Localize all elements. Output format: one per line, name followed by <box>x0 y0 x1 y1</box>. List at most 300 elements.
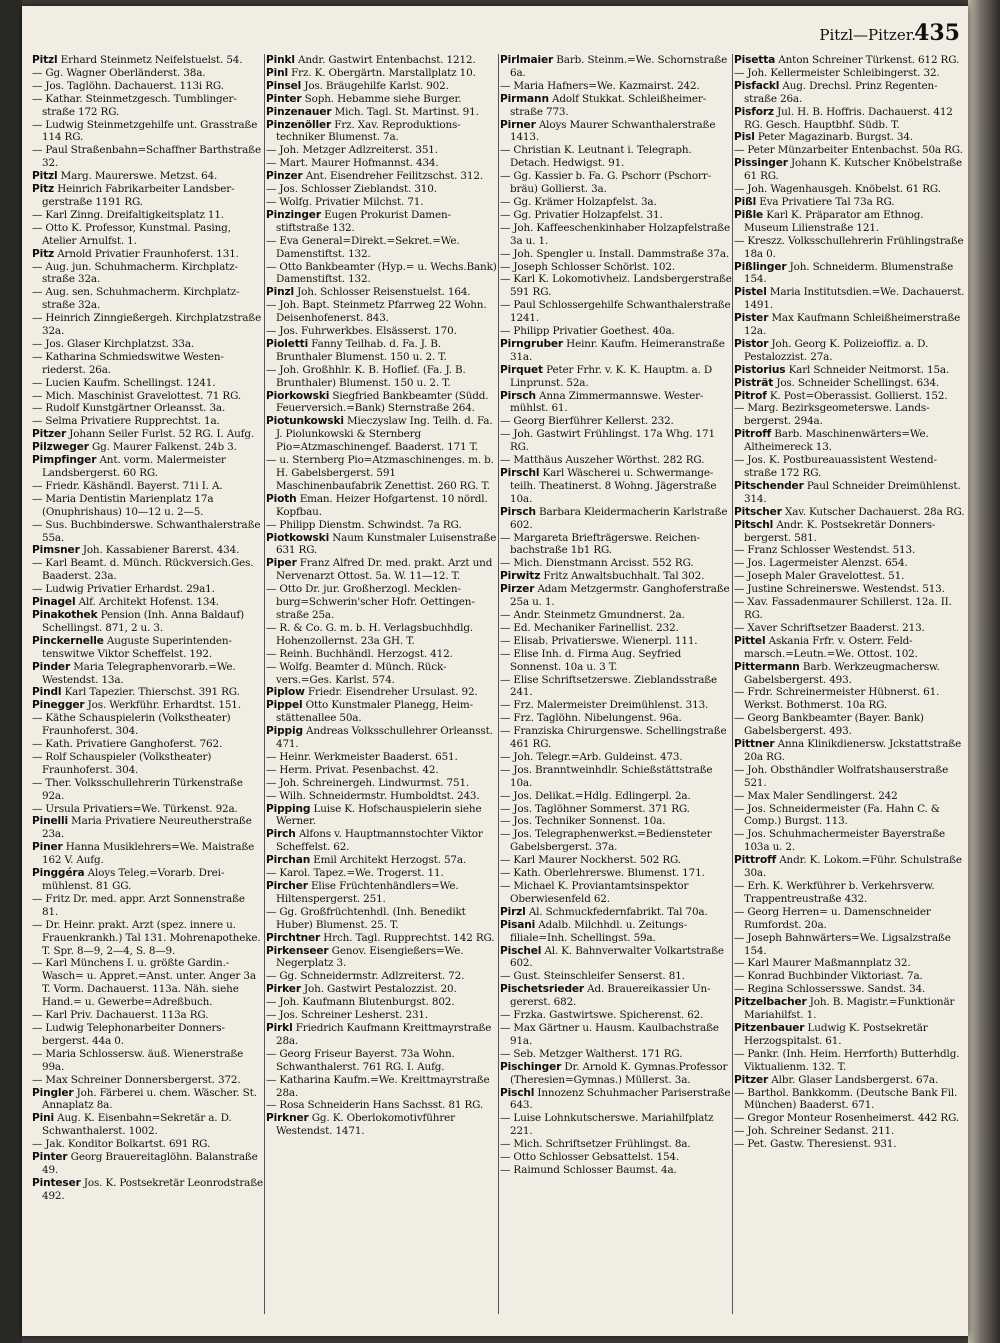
directory-entry <box>734 557 966 570</box>
entry-text: — Karl Priv. Dachauerst. 113a RG. <box>32 1009 209 1022</box>
directory-entry <box>500 803 732 816</box>
entry-surname: Pinsel <box>266 79 302 92</box>
directory-entry <box>32 557 264 583</box>
directory-entry <box>32 390 264 403</box>
directory-entry <box>500 428 732 454</box>
entry-text: Arnold Privatier Fraunhoferst. 131. <box>57 247 239 260</box>
directory-entry <box>500 983 732 1009</box>
entry-text: Fanny Teilhab. d. Fa. J. B. Brunthaler Blumenst. 150 u. 2. T. <box>276 337 447 363</box>
entry-text: — R. & Co. G. m. b. H. Verlagsbuchhdlg. Hohenzollernst. 23a GH. T. <box>266 621 474 647</box>
entry-text: Otto Kunstmaler Planegg, Heimstättenallee 50a. <box>276 699 474 725</box>
directory-entry <box>32 1151 264 1177</box>
directory-entry <box>500 222 732 248</box>
column-rule <box>264 54 265 1314</box>
entry-text: — Otto K. Professor, Kunstmal. Pasing, Atelier Arnulfst. 1. <box>32 221 231 247</box>
entry-surname: Pirsch <box>500 505 536 518</box>
entry-text: Peter Frhr. v. K. K. Hauptm. a. D Linprunst. 52a. <box>510 363 713 389</box>
entry-text: Hrch. Tagl. Rupprechtst. 142 RG. <box>323 931 495 944</box>
directory-entry <box>500 1164 732 1177</box>
directory-entry <box>500 906 732 919</box>
directory-entry <box>500 622 732 635</box>
entry-surname: Pischl <box>500 1086 535 1099</box>
entry-text: — Regina Schlossersswe. Sandst. 34. <box>734 983 926 996</box>
directory-entry <box>32 803 264 816</box>
column-rule <box>498 54 499 1314</box>
entry-surname: Piplow <box>266 686 305 699</box>
entry-text: — Erh. K. Werkführer b. Verkehrsverw. Trappentreustraße 432. <box>734 880 935 905</box>
entry-text: Innozenz Schuhmacher Pariserstraße 643. <box>510 1086 731 1112</box>
entry-text: Xav. Kutscher Dachauerst. 28a RG. <box>784 505 965 518</box>
directory-entry <box>734 454 966 480</box>
directory-entry <box>734 519 966 545</box>
directory-entry <box>32 686 264 699</box>
entry-text: Al. K. Bahnverwalter Volkartstraße 602. <box>510 944 724 970</box>
directory-entry <box>500 854 732 867</box>
directory-entry <box>734 196 966 209</box>
entry-text: — Peter Münzarbeiter Entenbachst. 50a RG. <box>734 144 963 157</box>
directory-entry <box>734 183 966 196</box>
directory-entry <box>500 1009 732 1022</box>
entry-surname: Pischel <box>500 944 542 957</box>
entry-text: Fritz Anwaltsbuchhalt. Tal 302. <box>543 570 705 583</box>
entry-text: Andreas Volksschullehrer Orleansst. 471. <box>276 725 493 751</box>
entry-text: — Gg. Schneidermstr. Adlzreiterst. 72. <box>266 970 465 983</box>
entry-surname: Pister <box>734 312 769 325</box>
directory-entry <box>266 751 498 764</box>
entry-text: Luise K. Hofschauspielerin siehe Werner. <box>276 802 482 828</box>
entry-text: Franz Alfred Dr. med. prakt. Arzt und Nervenarzt Ottost. 5a. W. 11—12. T. <box>276 557 493 583</box>
directory-entry <box>32 1048 264 1074</box>
directory-entry <box>32 738 264 751</box>
entry-text: Jul. H. B. Hoffris. Dachauerst. 412 RG. Gesch. Hauptbhf. Südb. T. <box>744 105 953 131</box>
entry-text: Auguste Superintendentenswitwe Viktor Scheffelst. 192. <box>42 634 232 660</box>
directory-entry <box>734 957 966 970</box>
entry-text: Jos. Schneider Schellingst. 634. <box>776 376 940 389</box>
entry-text: — Ther. Volksschullehrerin Türkenstraße 92a. <box>32 776 243 802</box>
directory-entry <box>32 93 264 119</box>
directory-entry <box>32 841 264 867</box>
entry-surname: Pischetsrieder <box>500 983 585 996</box>
entry-text: — Jos. Schuhmachermeister Bayerstraße 103a u. 2. <box>734 828 946 854</box>
entry-surname: Pitrof <box>734 389 767 402</box>
directory-entry <box>500 1087 732 1113</box>
directory-entry <box>266 261 498 287</box>
entry-text: Maria Privatiere Neureutherstraße 23a. <box>42 815 252 841</box>
entry-text: — Wilh. Schneidermstr. Humboldtst. 243. <box>266 789 480 802</box>
entry-text: Eman. Heizer Hofgartenst. 10 nördl. Kopfbau. <box>276 492 488 518</box>
entry-text: Karl Tapezier. Thierschst. 391 RG. <box>64 686 240 699</box>
entry-surname: Pitz <box>32 247 55 260</box>
entry-text: — Matthäus Auszeher Wörthst. 282 RG. <box>500 454 705 467</box>
entry-text: Karl Wäscherei u. Schwermangeteilh. Theatinerst. 8 Wohng. Jägerstraße 10a. <box>510 467 717 505</box>
directory-entry <box>500 648 732 674</box>
directory-entry <box>32 777 264 803</box>
running-head: Pitzl—Pitzer. <box>819 26 916 44</box>
entry-surname: Pinzenöller <box>266 118 332 131</box>
directory-entry <box>32 867 264 893</box>
entry-surname: Piper <box>266 557 297 570</box>
entry-text: Marg. Maurerswe. Metzst. 64. <box>60 170 218 183</box>
entry-surname: Pittel <box>734 634 766 647</box>
page-header <box>22 20 968 50</box>
directory-entry <box>500 467 732 506</box>
directory-entry <box>500 532 732 558</box>
entry-surname: Pisl <box>734 131 755 144</box>
entry-surname: Pirlmaier <box>500 54 554 66</box>
directory-entry <box>500 1048 732 1061</box>
directory-entry <box>266 996 498 1009</box>
entry-surname: Pinl <box>266 66 288 79</box>
entry-text: Soph. Hebamme siehe Burger. <box>304 92 462 105</box>
directory-entry <box>266 93 498 106</box>
entry-surname: Pinegger <box>32 699 85 712</box>
entry-text: — Maria Dentistin Marienplatz 17a (Onuphrishaus) 10—12 u. 2—5. <box>32 492 214 518</box>
entry-text: — Georg Bierführer Kellerst. 232. <box>500 415 674 428</box>
directory-entry <box>266 196 498 209</box>
directory-entry <box>734 402 966 428</box>
directory-entry <box>734 854 966 880</box>
entry-text: — Luise Lohnkutscherswe. Mariahilfplatz 221. <box>500 1112 714 1138</box>
directory-entry <box>266 144 498 157</box>
directory-entry <box>32 1087 264 1113</box>
entry-text: Emil Architekt Herzogst. 57a. <box>313 854 467 867</box>
entry-text: — Kath. Oberlehrerswe. Blumenst. 171. <box>500 867 705 880</box>
entry-text: Joh. Gastwirt Pestalozzist. 20. <box>304 983 457 996</box>
directory-entry <box>266 906 498 932</box>
entry-text: — Philipp Privatier Goethest. 40a. <box>500 325 675 338</box>
entry-text: — Ludwig Privatier Erhardst. 29a1. <box>32 583 215 596</box>
directory-entry <box>32 248 264 261</box>
entry-surname: Piotunkowski <box>266 415 344 428</box>
entry-text: Peter Magazinarb. Burgst. 34. <box>757 131 913 144</box>
directory-entry <box>734 286 966 312</box>
directory-entry <box>266 1022 498 1048</box>
entry-surname: Pitzenbauer <box>734 1021 805 1034</box>
entry-text: — Herm. Privat. Pesenbachst. 42. <box>266 763 439 776</box>
directory-entry <box>500 506 732 532</box>
entry-surname: Pioth <box>266 492 297 505</box>
entry-surname: Pirschl <box>500 467 540 479</box>
entry-text: — Mart. Maurer Hofmannst. 434. <box>266 157 439 170</box>
directory-entry <box>500 170 732 196</box>
entry-text: — Raimund Schlosser Baumst. 4a. <box>500 1163 677 1176</box>
book-edge <box>968 0 1000 1343</box>
directory-entry <box>266 183 498 196</box>
entry-text: — Karl K. Lokomotivheiz. Landsbergerstraße 591 RG. <box>500 273 732 299</box>
directory-entry <box>32 751 264 777</box>
directory-entry <box>500 674 732 700</box>
column-rule <box>732 54 733 1314</box>
entry-text: Joh. Schlosser Reisenstuelst. 164. <box>297 286 471 299</box>
entry-text: — Joh. Schreinergeh. Lindwurmst. 751. <box>266 776 470 789</box>
directory-page <box>22 6 968 1336</box>
entry-text: — Karl Zinng. Dreifaltigkeitsplatz 11. <box>32 208 224 221</box>
directory-entry <box>32 1009 264 1022</box>
directory-entry <box>500 790 732 803</box>
directory-entry <box>266 209 498 235</box>
entry-text: — Joh. Großhhlr. K. B. Hoflief. (Fa. J. B. Brunthaler) Blumenst. 150 u. 2. T. <box>266 363 466 389</box>
directory-entry <box>734 1112 966 1125</box>
directory-entry <box>266 854 498 867</box>
entry-text: — Joseph Schlosser Schörlst. 102. <box>500 260 676 273</box>
directory-entry <box>734 661 966 687</box>
entry-text: — Christian K. Leutnant i. Telegraph. Detach. Hedwigst. 91. <box>500 144 692 170</box>
directory-entry <box>32 454 264 480</box>
directory-entry <box>32 957 264 1009</box>
entry-text: Ad. Brauereikassier Ungererst. 682. <box>510 983 711 1009</box>
entry-text: — Jos. K. Postbureauassistent Westendstraße 172 RG. <box>734 454 938 479</box>
directory-entry <box>500 390 732 416</box>
entry-text: Andr. K. Postsekretär Donnersbergerst. 581. <box>744 518 936 544</box>
directory-entry <box>734 312 966 338</box>
directory-entry <box>266 364 498 390</box>
entry-text: — Otto Dr. jur. Großherzogl. Mecklenburg=Schwerin'scher Hofr. Oettingenstraße 25a. <box>266 583 475 621</box>
directory-entry <box>500 867 732 880</box>
entry-surname: Pisträt <box>734 376 774 389</box>
directory-entry <box>500 828 732 854</box>
entry-text: Maria Telegraphenvorarb.=We. Westendst. 13a. <box>42 660 236 686</box>
directory-entry <box>734 996 966 1022</box>
directory-entry <box>734 970 966 983</box>
entry-surname: Pirker <box>266 983 301 996</box>
entry-text: Barbara Kleidermacherin Karlstraße 602. <box>510 505 728 531</box>
directory-entry <box>734 157 966 183</box>
directory-entry <box>266 725 498 751</box>
entry-text: — Franz Schlosser Westendst. 513. <box>734 544 916 557</box>
directory-entry <box>500 764 732 790</box>
entry-text: — Ludwig Telephonarbeiter Donnersbergerst. 44a 0. <box>32 1021 226 1047</box>
entry-text: Anna Zimmermannswe. Westermühlst. 61. <box>510 389 704 415</box>
entry-surname: Pitzl <box>32 170 58 183</box>
directory-entry <box>734 144 966 157</box>
entry-text: Eva Privatiere Tal 73a RG. <box>759 195 895 208</box>
entry-text: — Wolfg. Beamter d. Münch. Rückvers.=Ges. Karlst. 574. <box>266 660 447 686</box>
directory-entry <box>500 209 732 222</box>
directory-entry <box>32 286 264 312</box>
entry-text: — Mich. Maschinist Gravelottest. 71 RG. <box>32 389 242 402</box>
entry-surname: Pirchtner <box>266 931 321 944</box>
entry-surname: Pißl <box>734 195 757 208</box>
entry-text: Siegfried Bankbeamter (Südd. Feuerversich.=Bank) Sternstraße 264. <box>276 389 489 415</box>
entry-text: Alfons v. Hauptmannstochter Viktor Scheffelst. 62. <box>276 828 483 854</box>
entry-text: Gg. Maurer Falkenst. 24b 3. <box>91 441 237 454</box>
directory-entry <box>734 235 966 261</box>
entry-text: Joh. Färberei u. chem. Wäscher. St. Annaplatz 8a. <box>42 1086 257 1112</box>
entry-text: Joh. Schneiderm. Blumenstraße 154. <box>744 260 954 286</box>
columns-area <box>32 54 964 1326</box>
column-1 <box>32 54 264 1326</box>
directory-entry <box>734 583 966 596</box>
directory-entry <box>734 480 966 506</box>
directory-entry <box>32 54 264 67</box>
entry-surname: Pirner <box>500 118 536 131</box>
directory-entry <box>266 493 498 519</box>
entry-surname: Pipping <box>266 802 311 815</box>
entry-text: Andr. Gastwirt Entenbachst. 1212. <box>298 54 476 66</box>
entry-text: Andr. K. Lokom.=Führ. Schulstraße 30a. <box>744 854 962 880</box>
entry-text: — Jos. Lagermeister Alenzst. 654. <box>734 557 908 570</box>
entry-text: — Joh. Telegr.=Arb. Guldeinst. 473. <box>500 750 683 763</box>
entry-surname: Pinakothek <box>32 608 98 621</box>
entry-text: — Georg Herren= u. Damenschneider Rumfordst. 20a. <box>734 905 931 931</box>
entry-text: Friedrich Kaufmann Kreittmayrstraße 28a. <box>276 1021 492 1047</box>
directory-entry <box>32 893 264 919</box>
directory-entry <box>266 764 498 777</box>
entry-text: — Ursula Privatiers=We. Türkenst. 92a. <box>32 802 238 815</box>
entry-surname: Pirngruber <box>500 337 564 350</box>
entry-surname: Pißlinger <box>734 260 787 273</box>
directory-entry <box>734 377 966 390</box>
entry-surname: Pistel <box>734 286 767 299</box>
directory-entry <box>266 119 498 145</box>
directory-entry <box>266 803 498 829</box>
directory-entry <box>734 261 966 287</box>
entry-text: Anna Klinikdienersw. Jckstattstraße 20a RG. <box>744 738 962 763</box>
directory-entry <box>500 261 732 274</box>
entry-text: — Georg Friseur Bayerst. 73a Wohn. Schwanthalerst. 761 RG. I. Aufg. <box>266 1047 455 1073</box>
directory-entry <box>266 1099 498 1112</box>
entry-text: — Kathar. Steinmetzgesch. Tumblingerstraße 172 RG. <box>32 92 237 118</box>
directory-entry <box>266 235 498 261</box>
entry-text: Al. Schmuckfedernfabrikt. Tal 70a. <box>528 905 708 918</box>
entry-text: Pension (Inh. Anna Baldauf) Schellingst. 871, 2 u. 3. <box>42 608 244 634</box>
directory-entry <box>266 390 498 416</box>
entry-text: Ant. Eisendreher Feilitzschst. 312. <box>305 170 483 183</box>
entry-surname: Pinzenauer <box>266 105 332 118</box>
directory-entry <box>734 1022 966 1048</box>
directory-entry <box>266 519 498 532</box>
directory-entry <box>32 209 264 222</box>
entry-text: — Karl Maurer Maßmannplatz 32. <box>734 957 911 970</box>
directory-entry <box>266 983 498 996</box>
directory-entry <box>32 815 264 841</box>
entry-text: Adalb. Milchhdl. u. Zeitungsfiliale=Inh. Schellingst. 59a. <box>510 918 688 944</box>
entry-text: — Karol. Tapez.=We. Trogerst. 11. <box>266 867 444 880</box>
entry-text: Joh. B. Magistr.=Funktionär Mariahilfst. 1. <box>744 996 955 1022</box>
entry-surname: Pisetta <box>734 54 776 66</box>
entry-text: — Joseph Bahnwärters=We. Ligsalzstraße 154. <box>734 931 951 957</box>
entry-text: Jos. K. Postsekretär Leonrodstraße 492. <box>42 1176 263 1202</box>
directory-entry <box>734 209 966 235</box>
directory-entry <box>32 919 264 958</box>
directory-entry <box>500 364 732 390</box>
entry-text: — Otto Bankbeamter (Hyp.= u. Wechs.Bank) Damenstiftst. 132. <box>266 260 497 286</box>
entry-text: — Friedr. Käshändl. Bayerst. 71i I. A. <box>32 479 223 492</box>
entry-surname: Pippig <box>266 725 303 738</box>
entry-surname: Pistorius <box>734 363 786 376</box>
entry-text: — Gg. Privatier Holzapfelst. 31. <box>500 208 663 221</box>
entry-text: — Selma Privatiere Rupprechtst. 1a. <box>32 415 220 428</box>
entry-surname: Pitzer <box>32 428 67 441</box>
directory-entry <box>734 983 966 996</box>
directory-entry <box>734 131 966 144</box>
directory-entry <box>500 699 732 712</box>
entry-text: — Paul Straßenbahn=Schaffner Barthstraße 32. <box>32 144 261 170</box>
directory-entry <box>734 338 966 364</box>
entry-surname: Pirkl <box>266 1021 293 1034</box>
entry-surname: Pisforz <box>734 105 774 118</box>
directory-entry <box>32 415 264 428</box>
entry-surname: Pistor <box>734 337 769 350</box>
entry-text: Albr. Glaser Landsbergerst. 67a. <box>771 1073 939 1086</box>
entry-text: — Wolfg. Privatier Milchst. 71. <box>266 195 424 208</box>
directory-entry <box>32 67 264 80</box>
directory-entry <box>266 583 498 622</box>
directory-entry <box>500 454 732 467</box>
directory-entry <box>734 1048 966 1074</box>
entry-surname: Pinzer <box>266 170 303 183</box>
entry-text: — Lucien Kaufm. Schellingst. 1241. <box>32 376 216 389</box>
entry-text: Naum Kunstmaler Luisenstraße 631 RG. <box>276 531 497 557</box>
entry-surname: Pinter <box>266 92 302 105</box>
entry-text: K. Post=Oberassist. Gollierst. 152. <box>769 389 948 402</box>
entry-text: — Gg. Krämer Holzapfelst. 3a. <box>500 195 657 208</box>
directory-entry <box>266 299 498 325</box>
entry-surname: Piner <box>32 841 63 854</box>
entry-text: Joh. Georg K. Polizeioffiz. a. D. Pestalozzist. 27a. <box>744 337 929 363</box>
left-gutter <box>0 0 22 1343</box>
directory-entry <box>734 738 966 764</box>
entry-text: — Gg. Großfrüchtenhdl. (Inh. Benedikt Huber) Blumenst. 25. T. <box>266 905 466 931</box>
directory-entry <box>500 196 732 209</box>
entry-text: — Karl Münchens I. u. größte Gardin.Wasch= u. Appret.=Anst. unter. Anger 3a T. Vorm. Dachauerst. 113a. Näh. siehe Hand.= u. Gewerbe=Adreßbuch. <box>32 957 256 1009</box>
page-number: 435 <box>914 20 960 46</box>
directory-entry <box>734 686 966 712</box>
directory-entry <box>734 544 966 557</box>
entry-text: — Joh. Bapt. Steinmetz Pfarrweg 22 Wohn. Deisenhofenerst. 843. <box>266 299 487 325</box>
entry-text: — Michael K. Proviantamtsinspektor Oberwiesenfeld 62. <box>500 880 689 905</box>
directory-entry <box>266 828 498 854</box>
entry-text: — Dr. Heinr. prakt. Arzt (spez. innere u. Frauenkrankh.) Tal 131. Mohrenapotheke. T. Spr. 8—9, 2—4, S. 8—9. <box>32 918 261 957</box>
entry-text: — Ed. Mechaniker Farinellist. 232. <box>500 621 679 634</box>
directory-entry <box>734 570 966 583</box>
directory-entry <box>32 377 264 390</box>
entry-text: — Kath. Privatiere Ganghoferst. 762. <box>32 738 223 751</box>
entry-surname: Pirsch <box>500 389 536 402</box>
entry-surname: Pimpfinger <box>32 454 97 467</box>
entry-text: — Justine Schreinerswe. Westendst. 513. <box>734 583 945 596</box>
entry-surname: Pißle <box>734 208 764 221</box>
entry-text: — Rolf Schauspieler (Volkstheater) Fraunhoferst. 304. <box>32 750 212 776</box>
entry-surname: Pindl <box>32 686 62 699</box>
entry-text: — Barthol. Bankkomm. (Deutsche Bank Fil. München) Baaderst. 671. <box>734 1086 958 1112</box>
directory-entry <box>266 454 498 493</box>
directory-entry <box>500 1138 732 1151</box>
entry-surname: Pitzelbacher <box>734 996 807 1009</box>
entry-text: — Heinr. Werkmeister Baaderst. 651. <box>266 750 458 763</box>
entry-surname: Pimsner <box>32 544 80 557</box>
directory-entry <box>32 170 264 183</box>
directory-entry <box>500 119 732 145</box>
directory-entry <box>500 945 732 971</box>
entry-surname: Pirwitz <box>500 570 541 583</box>
directory-entry <box>500 751 732 764</box>
entry-text: Adolf Stukkat. Schleißheimerstraße 773. <box>510 92 707 118</box>
entry-text: — Konrad Buchbinder Viktoriast. 7a. <box>734 970 923 983</box>
directory-entry <box>32 441 264 454</box>
directory-entry <box>266 1048 498 1074</box>
entry-text: — Joh. Spengler u. Install. Dammstraße 37a. <box>500 247 730 260</box>
entry-text: Karl K. Präparator am Ethnog. Museum Lilienstraße 121. <box>744 208 924 234</box>
directory-entry <box>32 80 264 93</box>
directory-entry <box>266 170 498 183</box>
entry-text: — Maria Schlossersw. äuß. Wienerstraße 99a. <box>32 1047 244 1073</box>
directory-entry <box>500 325 732 338</box>
entry-text: — Rudolf Kunstgärtner Orleansst. 3a. <box>32 402 226 415</box>
entry-surname: Pilzweger <box>32 441 89 454</box>
entry-text: — Franziska Chirurgenswe. Schellingstraße 461 RG. <box>500 725 727 751</box>
entry-text: — Elise Schriftsetzerswe. Zieblandsstraße 241. <box>500 673 718 699</box>
